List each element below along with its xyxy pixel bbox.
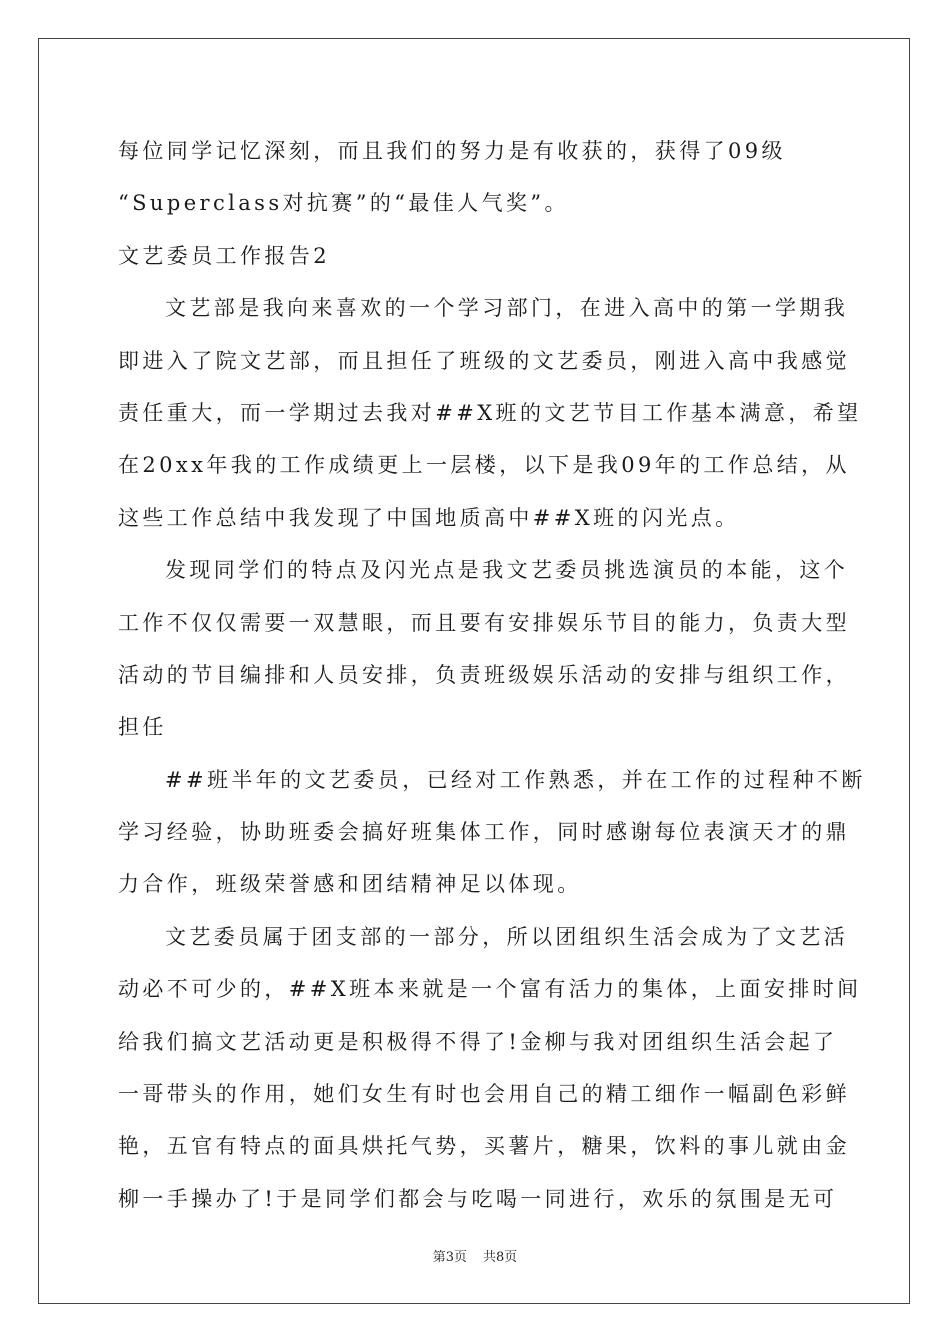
page-number: 第3页 bbox=[432, 1250, 467, 1265]
page-footer bbox=[0, 1246, 950, 1265]
paragraph-start: 文艺部是我向来喜欢的一个学习部门，在进入高中的第一学期我 bbox=[165, 296, 849, 321]
text-line: 柳一手操办了!于是同学们都会与吃喝一同进行，欢乐的氛围是无可 bbox=[118, 1186, 838, 1211]
paragraph-start: 发现同学们的特点及闪光点是我文艺委员挑选演员的本能，这个 bbox=[165, 558, 849, 583]
document-body bbox=[118, 130, 866, 1230]
text-line: 在20xx年我的工作成绩更上一层楼，以下是我09年的工作总结，从 bbox=[118, 453, 850, 478]
text-line: 责任重大，而一学期过去我对##X班的文艺节目工作基本满意，希望 bbox=[118, 400, 862, 425]
section-heading: 文艺委员工作报告2 bbox=[118, 243, 330, 268]
text-line: 工作不仅仅需要一双慧眼，而且要有安排娱乐节目的能力，负责大型 bbox=[118, 610, 850, 635]
text-line: 每位同学记忆深刻，而且我们的努力是有收获的，获得了09级 bbox=[118, 139, 786, 163]
text-line: 学习经验，协助班委会搞好班集体工作，同时感谢每位表演天才的鼎 bbox=[118, 820, 850, 845]
text-line: 给我们搞文艺活动更是积极得不得了!金柳与我对团组织生活会起了 bbox=[118, 1029, 838, 1054]
paragraph-start: ##班半年的文艺委员，已经对工作熟悉，并在工作的过程种不断 bbox=[165, 767, 866, 792]
paragraph-start: 文艺委员属于团支部的一部分，所以团组织生活会成为了文艺活 bbox=[165, 924, 849, 949]
text-line: 艳，五官有特点的面具烘托气势，买薯片，糖果，饮料的事儿就由金 bbox=[118, 1134, 850, 1159]
text-line: 动必不可少的，##X班本来就是一个富有活力的集体，上面安排时间 bbox=[118, 977, 862, 1002]
text-line: 这些工作总结中我发现了中国地质高中##X班的闪光点。 bbox=[118, 505, 740, 530]
text-line: 一哥带头的作用，她们女生有时也会用自己的精工细作一幅副色彩鲜 bbox=[118, 1082, 850, 1107]
text-line: 担任 bbox=[118, 715, 167, 740]
text-line: 力合作，班级荣誉感和团结精神足以体现。 bbox=[118, 872, 582, 897]
text-line: “Superclass对抗赛”的“最佳人气奖”。 bbox=[118, 191, 569, 216]
text-line: 活动的节目编排和人员安排，负责班级娱乐活动的安排与组织工作， bbox=[118, 662, 850, 687]
text-line: 即进入了院文艺部，而且担任了班级的文艺委员，刚进入高中我感觉 bbox=[118, 348, 850, 373]
page-total: 共8页 bbox=[483, 1250, 518, 1265]
